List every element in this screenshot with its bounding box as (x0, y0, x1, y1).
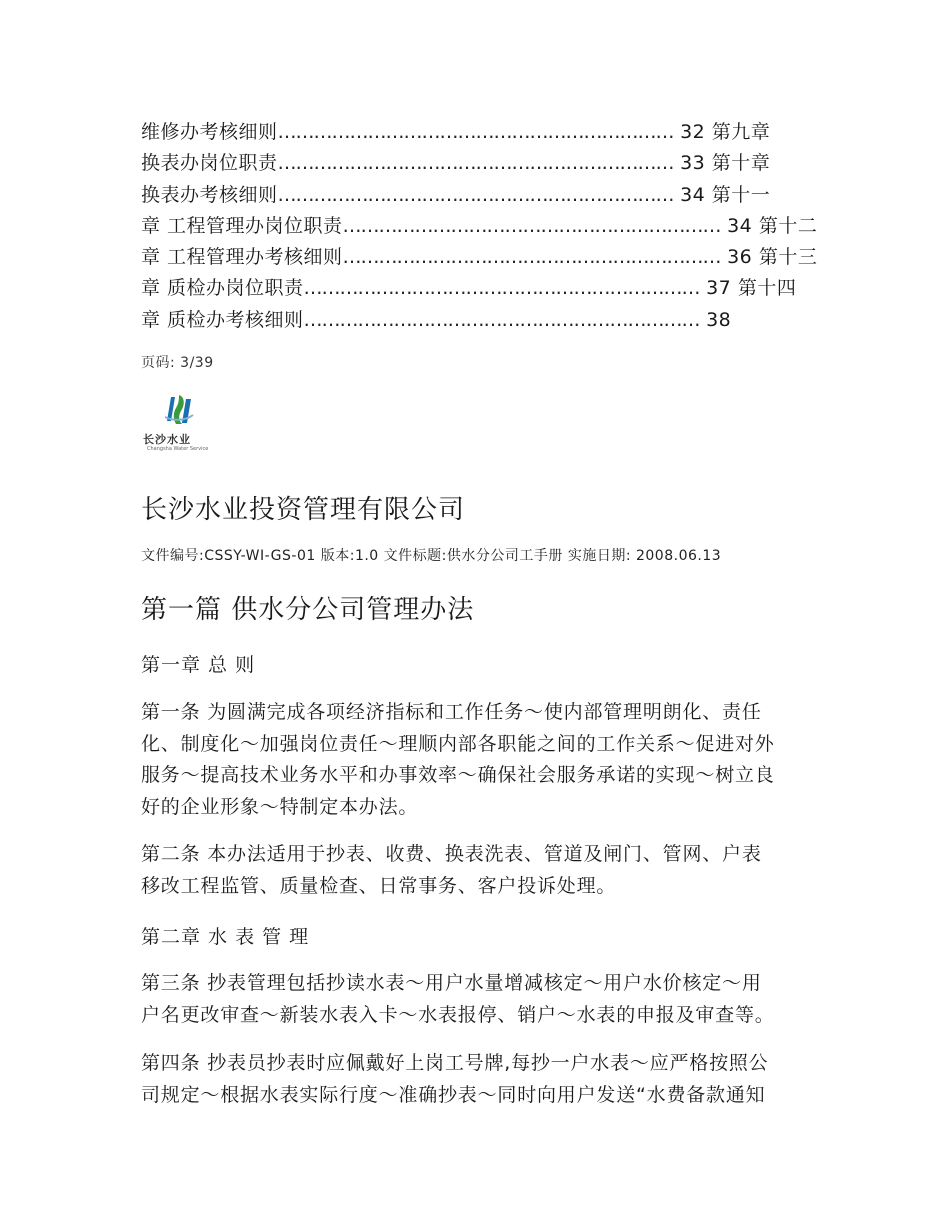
toc-entry-trail: 第十章 (711, 152, 771, 175)
toc-entry-trail: 第十三 (758, 246, 818, 269)
toc-leader-dots: ………………………………………………………… (277, 121, 674, 143)
toc-entry-trail: 第十一 (711, 183, 771, 206)
paragraph-line: 第四条 抄表员抄表时应佩戴好上岗工号牌,每抄一户水表～应严格按照公 (141, 1052, 769, 1074)
company-logo (141, 391, 216, 455)
logo-subtext: Changsha Water Service (147, 446, 209, 452)
toc-entry-trail: 第十四 (737, 277, 797, 300)
toc-entry[interactable] (141, 211, 831, 242)
toc-leader-dots: ………………………………………………………… (303, 308, 700, 331)
toc-leader-dots: ……………………………………………………… (342, 246, 721, 269)
toc-entry[interactable] (141, 148, 831, 179)
table-of-contents (141, 117, 831, 336)
paragraph-line: 移改工程监管、质量检查、日常事务、客户投诉处理。 (141, 874, 617, 897)
toc-entry-trail: 第十二 (758, 214, 818, 237)
toc-entry-page: 34 (727, 214, 753, 237)
paragraph-line: 第一条 为圆满完成各项经济指标和工作任务～使内部管理明朗化、责任 (141, 701, 762, 723)
toc-entry-title: 章 质检办考核细则 (141, 308, 304, 331)
water-logo-icon (141, 391, 216, 431)
toc-entry-title: 章 工程管理办考核细则 (141, 246, 343, 269)
chapter-heading: 第二章 水 表 管 理 (141, 926, 310, 948)
document-meta: 文件编号:CSSY-WI-GS-01 版本:1.0 文件标题:供水分公司工手册 实施日期: 2008.06.13 (141, 548, 722, 564)
company-name: 长沙水业投资管理有限公司 (141, 495, 466, 525)
toc-entry[interactable] (141, 117, 831, 148)
toc-entry-page: 37 (706, 277, 732, 300)
part-title: 第一篇 供水分公司管理办法 (141, 595, 475, 625)
toc-leader-dots: ………………………………………………………… (303, 277, 700, 300)
article-1 (141, 697, 831, 823)
toc-entry-title: 换表办考核细则 (141, 183, 278, 206)
toc-entry-title: 章 工程管理办岗位职责 (141, 214, 343, 237)
toc-leader-dots: ………………………………………………………… (277, 152, 674, 175)
paragraph-line: 户名更改审查～新装水表入卡～水表报停、销户～水表的申报及审查等。 (141, 1003, 775, 1026)
logo-text: 长沙水业 (143, 433, 191, 446)
toc-entry-title: 章 质检办岗位职责 (141, 277, 304, 300)
toc-entry-page: 33 (680, 152, 706, 175)
article-2 (141, 839, 831, 902)
toc-entry-title: 换表办岗位职责 (141, 152, 278, 175)
article-4 (141, 1048, 831, 1111)
paragraph-line: 好的企业形象～特制定本办法。 (141, 795, 419, 818)
toc-entry-trail: 第九章 (711, 121, 771, 143)
toc-entry-page: 38 (706, 308, 732, 331)
toc-entry-page: 36 (727, 246, 753, 269)
paragraph-line: 第二条 本办法适用于抄表、收费、换表洗表、管道及闸门、管网、户表 (141, 843, 762, 865)
paragraph-line: 化、制度化～加强岗位责任～理顺内部各职能之间的工作关系～促进对外 (141, 732, 775, 755)
toc-entry-page: 32 (680, 121, 706, 143)
paragraph-line: 服务～提高技术业务水平和办事效率～确保社会服务承诺的实现～树立良 (141, 764, 775, 786)
toc-entry[interactable] (141, 242, 831, 273)
toc-entry[interactable] (141, 180, 831, 211)
article-3 (141, 968, 831, 1031)
toc-entry[interactable] (141, 273, 831, 304)
toc-entry-title: 维修办考核细则 (141, 121, 278, 143)
chapter-heading: 第一章 总 则 (141, 654, 256, 676)
paragraph-line: 第三条 抄表管理包括抄读水表～用户水量增减核定～用户水价核定～用 (141, 972, 762, 994)
toc-entry[interactable] (141, 305, 831, 336)
toc-leader-dots: ………………………………………………………… (277, 183, 674, 206)
toc-entry-page: 34 (680, 183, 706, 206)
paragraph-line: 司规定～根据水表实际行度～准确抄表～同时向用户发送“水费备款通知 (141, 1083, 766, 1106)
toc-leader-dots: ……………………………………………………… (342, 214, 721, 237)
page-number: 页码: 3/39 (141, 355, 214, 371)
